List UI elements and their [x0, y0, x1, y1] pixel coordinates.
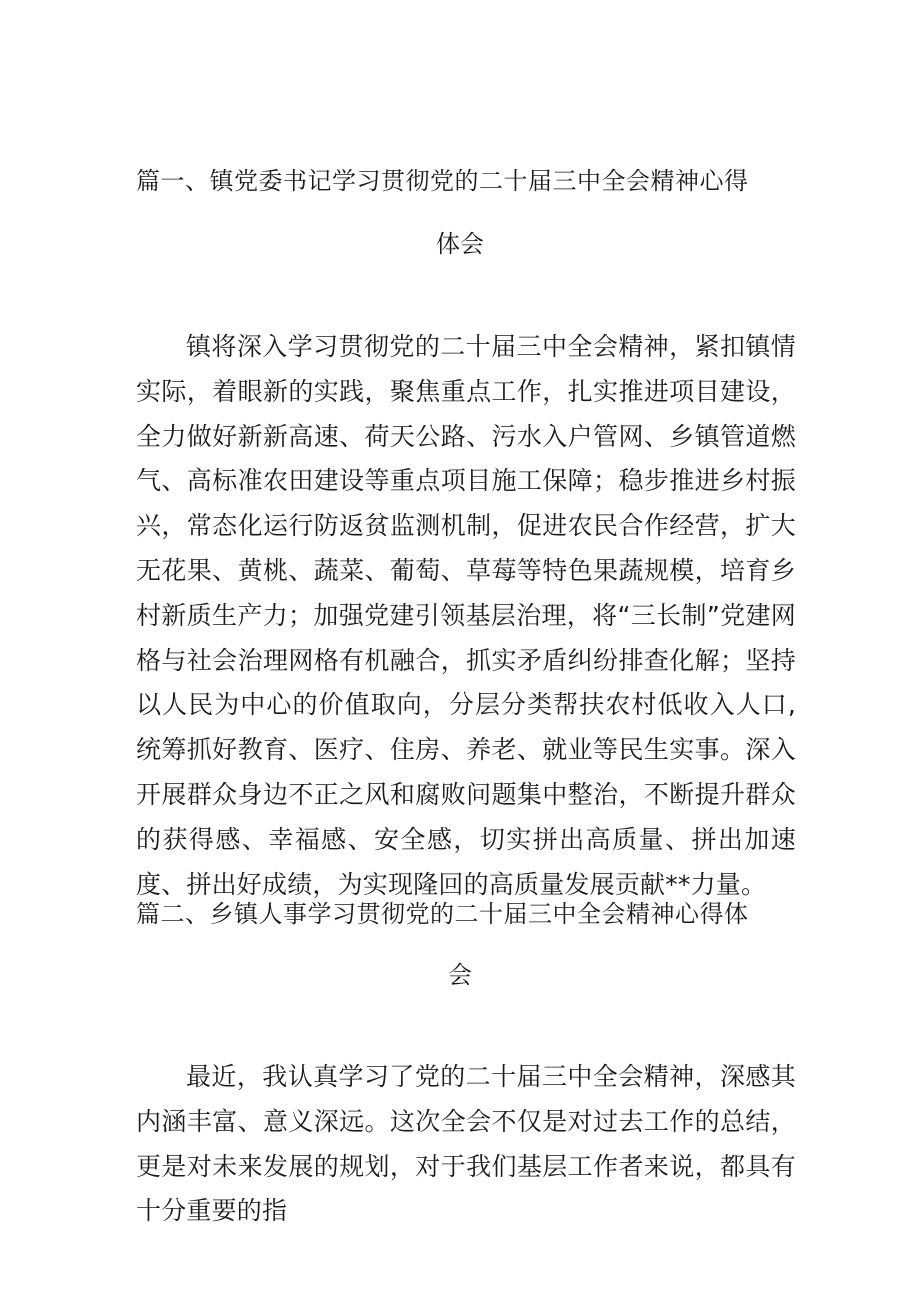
section-1-body: 镇将深入学习贯彻党的二十届三中全会精神，紧扣镇情实际，着眼新的实践，聚焦重点工作，扎实推进项目建设，全力做好新新高速、荷天公路、污水入户管网、乡镇管道燃气、高标准农田建设等重点项目施工保障；稳步推进乡村振兴，常态化运行防返贫监测机制，促进农民合作经营，扩大无花果、黄桃、蔬菜、葡萄、草莓等特色果蔬规模，培育乡村新质生产力；加强党建引领基层治理，将“三长制”党建网格与社会治理网格有机融合，抓实矛盾纠纷排查化解；坚持以人民为中心的价值取向，分层分类帮扶农村低收入人口,统筹抓好教育、医疗、住房、养老、就业等民生实事。深入开展群众身边不正之风和腐败问题集中整治，不断提升群众的获得感、幸福感、安全感，切实拼出高质量、拼出加速度、拼出好成绩，为实现隆回的高质量发展贡献**力量。 — [136, 332, 796, 899]
section-2-title-continued: 会 — [448, 961, 472, 989]
section-1-title-continued: 体会 — [436, 230, 484, 258]
section-1-title: 篇一、镇党委书记学习贯彻党的二十届三中全会精神心得 — [136, 167, 749, 195]
section-2-title: 篇二、乡镇人事学习贯彻党的二十届三中全会精神心得体 — [136, 900, 749, 928]
section-2-body: 最近，我认真学习了党的二十届三中全会精神，深感其内涵丰富、意义深远。这次全会不仅是对过去工作的总结，更是对未来发展的规划，对于我们基层工作者来说，都具有十分重要的指 — [136, 1062, 796, 1226]
